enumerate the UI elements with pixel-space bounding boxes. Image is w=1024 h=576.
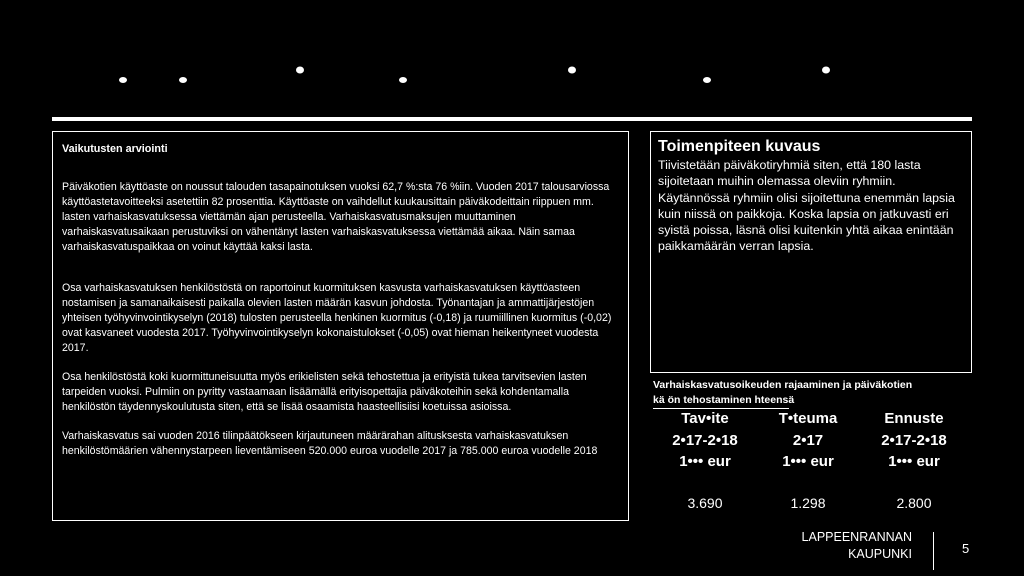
measure-description-body: Tiivistetään päiväkotiryhmiä siten, että 180 lasta sijoitetaan muihin olemassa oleviin ryhmiin. Käytännössä ryhmiin olisi sijoitettuna enemmän lapsia kuin niissä on paikkoja. Koska lapsia on jatkuvasti eri syistä poissa, läsnä olisi kuitenkin yhtä aikaa enintään paikkamäärän verran lapsia. bbox=[658, 158, 955, 254]
footer-organization bbox=[760, 529, 912, 563]
column-value: 3.690 bbox=[687, 494, 723, 511]
impact-assessment-heading: Vaikutusten arviointi bbox=[62, 143, 168, 155]
measure-description-title: Toimenpiteen kuvaus bbox=[658, 138, 821, 155]
title-fragment-mark bbox=[822, 67, 830, 74]
column-header-line: T•teuma bbox=[778, 410, 838, 427]
footer-divider bbox=[933, 532, 934, 570]
title-fragment-mark bbox=[179, 77, 187, 83]
column-header-line: Ennuste bbox=[884, 410, 944, 427]
title-divider bbox=[52, 117, 972, 121]
impact-assessment-box bbox=[52, 131, 629, 521]
column-header-line: 1••• eur bbox=[888, 453, 940, 470]
column-header-line: Tav•ite bbox=[681, 410, 729, 427]
title-fragment-mark bbox=[703, 77, 711, 83]
impact-paragraph: Osa varhaiskasvatuksen henkilöstöstä on raportoinut kuormituksen kasvusta varhaiskasvatuksen käyttöasteen nostamisen ja samanaikaisesti paikalla olevien lasten määrän kasvun johdosta. Työnantajan ja ammattijärjestöjen yhteisen työhyvinvointikyselyn (2018) tulosten perusteella henkinen kuormitus (-0,18) ja ruumiillinen kuormitus (-0,02) ovat kasvaneet vuodesta 2017. Työhyvinvointikyselyn kokonaistulokset (-0,05) ovat hieman heikentyneet vuodesta 2017. bbox=[62, 282, 612, 354]
title-fragment-mark bbox=[399, 77, 407, 83]
savings-column-forecast bbox=[862, 408, 966, 514]
column-header-line: 2•17 bbox=[792, 431, 824, 449]
footer-org-line: KAUPUNKI bbox=[848, 547, 912, 561]
impact-paragraph: Osa henkilöstöstä koki kuormittuneisuutta myös erikielisten sekä tehostettua ja erityistä tukea tarvitsevien lasten tarpeiden vuoksi. Pulmiin on pyritty vastaamaan lisäämällä erityisopettajia päiväkoteihin sekä kohdentamalla henkilöstön täydennyskoulutusta siten, että se lisää osaamista haasteellisiisi koetuissa asioissa. bbox=[62, 371, 587, 413]
column-header-line: 2•17-2•18 bbox=[881, 431, 947, 449]
footer-org-line: LAPPEENRANNAN bbox=[801, 530, 912, 544]
title-fragment-mark bbox=[568, 67, 576, 74]
impact-paragraph: Varhaiskasvatus sai vuoden 2016 tilinpäätökseen kirjautuneen määrärahan alitusksesta varhaiskasvatuksen henkilöstömäärien vähennystarpeen lieventämiseen 520.000 euroa vuodelle 2017 ja 785.000 euroa vuodelle 2018 bbox=[62, 430, 598, 457]
savings-column-target bbox=[652, 408, 758, 514]
column-header-line: 1••• eur bbox=[679, 453, 731, 470]
savings-table-title-line: kä ön tehostaminen hteensä bbox=[653, 394, 795, 406]
column-header-line: 2•17-2•18 bbox=[672, 431, 738, 449]
savings-table-title-line: Varhaiskasvatusoikeuden rajaaminen ja päiväkotien bbox=[653, 379, 913, 391]
measure-description-box bbox=[650, 131, 972, 373]
column-value: 2.800 bbox=[896, 494, 932, 511]
page-number: 5 bbox=[962, 541, 970, 556]
column-value: 1.298 bbox=[790, 494, 826, 511]
impact-paragraph: Päiväkotien käyttöaste on noussut talouden tasapainotuksen vuoksi 62,7 %:sta 76 %iin. Vuoden 2017 talousarviossa käyttöastetavoitteeksi asetettiin 82 prosenttia. Käyttöaste on vaihdellut kuukausittain päiväkodeittain riippuen mm. lasten varhaiskasvatuksessa viettämän ajan perusteella. Varhaiskasvatusmaksujen muuttaminen varhaiskasvatusaikaan perustuviksi on vähentänyt lasten varhaiskasvatuksessa viettämää aikaa. Näin samaa varhaiskasvatuspaikkaa on voinut käyttää kaksi lasta. bbox=[62, 181, 610, 253]
column-header-line: 1••• eur bbox=[782, 453, 834, 470]
title-fragment-mark bbox=[296, 67, 304, 74]
savings-column-actual bbox=[762, 408, 854, 514]
savings-table-title bbox=[653, 378, 973, 408]
title-fragment-mark bbox=[119, 77, 127, 83]
title-fragment-marks bbox=[0, 58, 1024, 88]
